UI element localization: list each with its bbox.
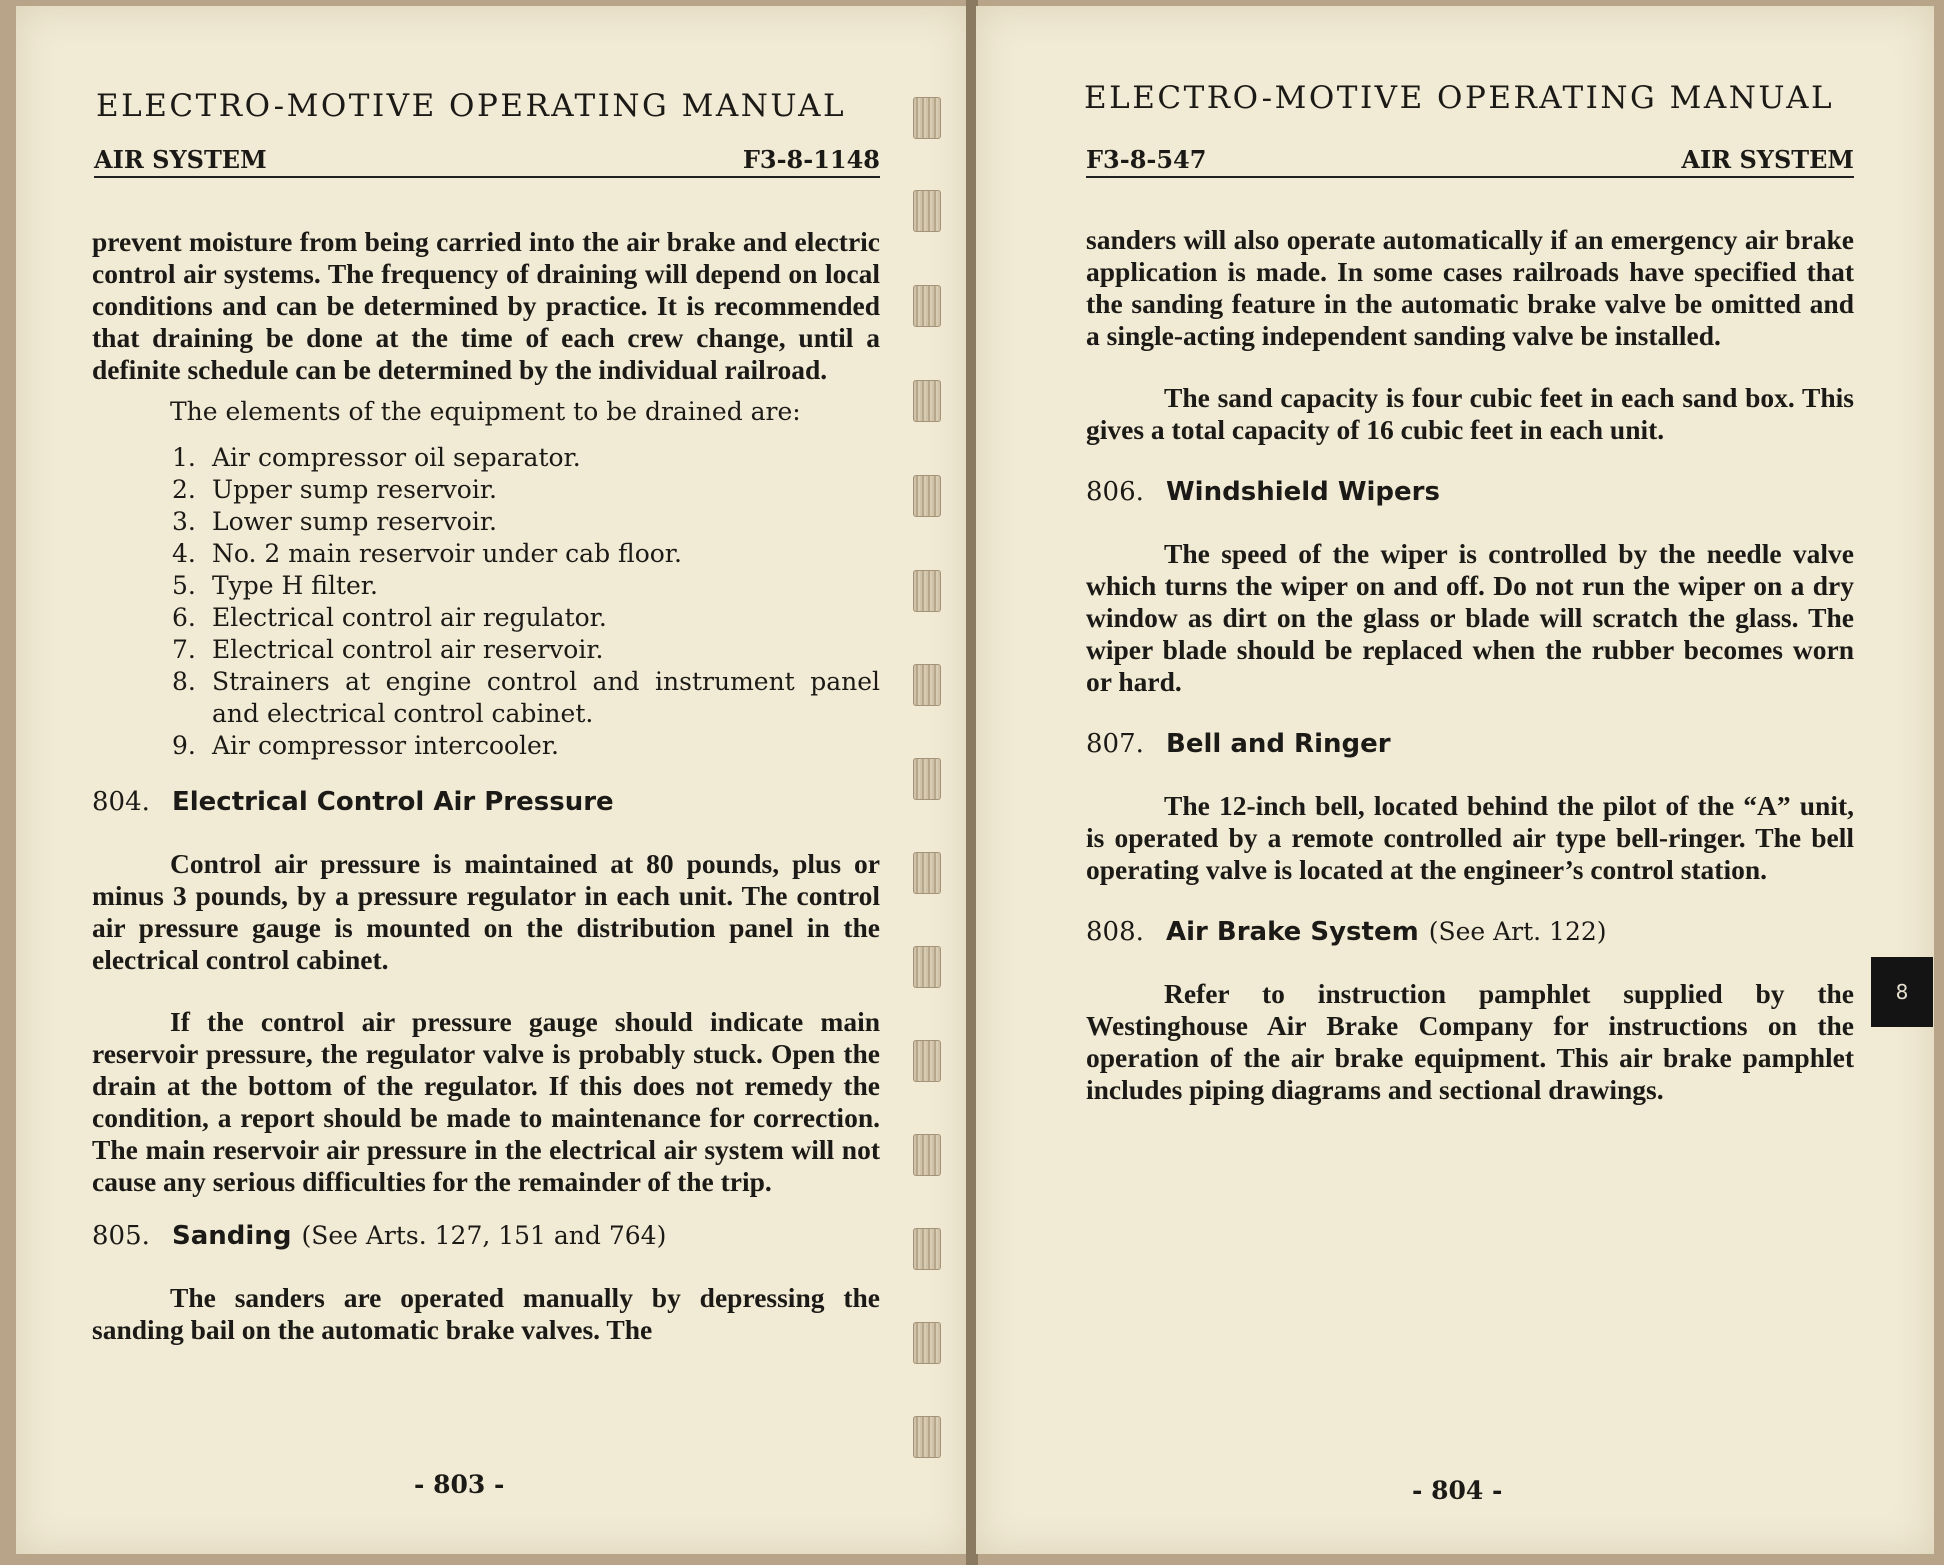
paragraph: The speed of the wiper is controlled by the needle valve which turns the wiper on and off. Do not run the wiper on a dry window as dirt on the glass or blade will scratch the glass. The wiper blade should be replaced when the rubber becomes worn or hard. bbox=[1086, 538, 1854, 697]
section-heading-805: 805. Sanding (See Arts. 127, 151 and 764) bbox=[92, 1221, 667, 1251]
section-heading-804: 804. Electrical Control Air Pressure bbox=[92, 787, 614, 817]
page-number: - 804 - bbox=[1412, 1476, 1503, 1505]
paragraph: sanders will also operate automatically if an emergency air brake application is made. In some cases railroads have specified that the sanding feature in the automatic brake valve be omitted and a single-acting independent sanding valve be installed. bbox=[1086, 224, 1854, 351]
paragraph: The sand capacity is four cubic feet in each sand box. This gives a total capacity of 16 cubic feet in each unit. bbox=[1086, 382, 1854, 445]
manual-title: ELECTRO-MOTIVE OPERATING MANUAL bbox=[96, 88, 847, 124]
paragraph: Control air pressure is maintained at 80 pounds, plus or minus 3 pounds, by a pressure regulator in each unit. The control air pressure gauge is mounted on the distribution panel in the electrical control cabinet. bbox=[92, 848, 880, 975]
section-heading-808: 808. Air Brake System (See Art. 122) bbox=[1086, 917, 1607, 947]
list-item: 6. Electrical control air regulator. bbox=[172, 603, 607, 632]
page-header-rule bbox=[94, 142, 880, 178]
document-code: F3-8-1148 bbox=[742, 145, 880, 174]
section-heading-807: 807. Bell and Ringer bbox=[1086, 729, 1391, 759]
list-item: 8. Strainers at engine control and instrument panel and electrical control cabinet. bbox=[172, 667, 880, 728]
paragraph: The 12-inch bell, located behind the pilot of the “A” unit, is operated by a remote controlled air type bell-ringer. The bell operating valve is located at the engineer’s control station. bbox=[1086, 790, 1854, 885]
binding-hole bbox=[913, 1040, 941, 1082]
left-page-body bbox=[92, 226, 880, 1376]
binding-hole bbox=[913, 190, 941, 232]
binding-hole bbox=[913, 664, 941, 706]
list-item: 7. Electrical control air reservoir. bbox=[172, 635, 604, 664]
paragraph: prevent moisture from being carried into the air brake and electric control air systems. The frequency of draining will depend on local conditions and can be determined by practice. It is recommended that draining be done at the time of each crew change, until a definite schedule can be determined by the individual railroad. bbox=[92, 226, 880, 385]
binding-hole bbox=[913, 97, 941, 139]
elements-intro: The elements of the equipment to be drained are: bbox=[170, 397, 801, 426]
paragraph: Refer to instruction pamphlet supplied by the Westinghouse Air Brake Company for instructions on the operation of the air brake equipment. This air brake pamphlet includes piping diagrams and sectional drawings. bbox=[1086, 978, 1854, 1105]
binding-hole bbox=[913, 758, 941, 800]
section-name: AIR SYSTEM bbox=[1681, 145, 1854, 174]
binding-hole bbox=[913, 570, 941, 612]
list-item: 5. Type H filter. bbox=[172, 571, 378, 600]
right-page bbox=[976, 6, 1934, 1554]
page-number: - 803 - bbox=[414, 1470, 505, 1499]
binding-hole bbox=[913, 852, 941, 894]
paragraph: If the control air pressure gauge should indicate main reservoir pressure, the regulator valve is probably stuck. Open the drain at the bottom of the regulator. If this does not remedy the condition, a report should be made to maintenance for correction. The main reservoir air pressure in the electrical air system will not cause any serious difficulties for the remainder of the trip. bbox=[92, 1006, 880, 1197]
binding-hole bbox=[913, 1228, 941, 1270]
document-code: F3-8-547 bbox=[1086, 145, 1207, 174]
manual-title: ELECTRO-MOTIVE OPERATING MANUAL bbox=[1084, 80, 1835, 116]
binding-hole bbox=[913, 380, 941, 422]
binding-hole bbox=[913, 946, 941, 988]
binding-hole bbox=[913, 1322, 941, 1364]
section-name: AIR SYSTEM bbox=[94, 145, 267, 174]
page-header-rule bbox=[1086, 142, 1854, 178]
left-page bbox=[16, 6, 968, 1554]
list-item: 2. Upper sump reservoir. bbox=[172, 475, 497, 504]
list-item: 9. Air compressor intercooler. bbox=[172, 731, 559, 760]
list-item: 1. Air compressor oil separator. bbox=[172, 443, 581, 472]
right-page-body bbox=[1086, 224, 1854, 1136]
binding-hole bbox=[913, 475, 941, 517]
list-item: 3. Lower sump reservoir. bbox=[172, 507, 497, 536]
list-item: 4. No. 2 main reservoir under cab floor. bbox=[172, 539, 682, 568]
binding-hole bbox=[913, 1134, 941, 1176]
paragraph: The sanders are operated manually by depressing the sanding bail on the automatic brake valves. The bbox=[92, 1282, 880, 1345]
section-heading-806: 806. Windshield Wipers bbox=[1086, 477, 1440, 507]
drain-elements-list bbox=[92, 442, 880, 762]
binding-hole bbox=[913, 285, 941, 327]
section-tab[interactable]: 8 bbox=[1871, 957, 1933, 1027]
binding-hole bbox=[913, 1416, 941, 1458]
